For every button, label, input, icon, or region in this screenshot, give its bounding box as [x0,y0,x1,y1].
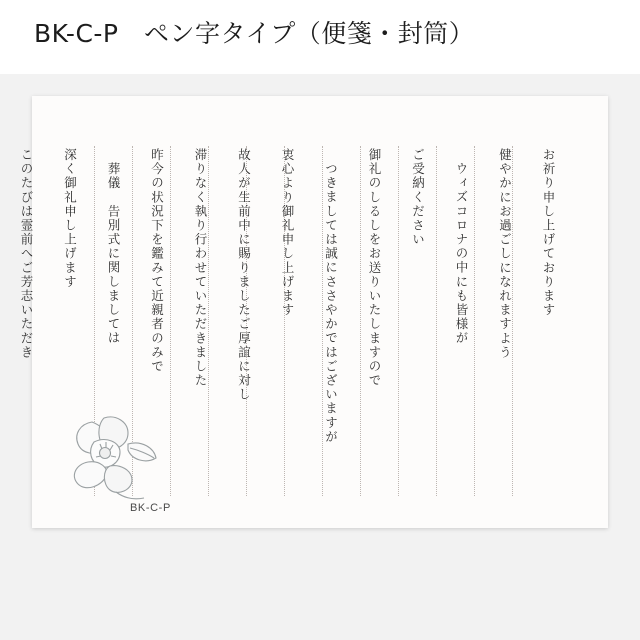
page-title: BK-C-P ペン字タイプ（便箋・封筒） [34,19,475,48]
letter-column: 故人が生前中に賜りましたご厚誼に対し [236,148,252,402]
card-code-label: BK-C-P [130,502,171,514]
letter-column: お祈り申し上げております [541,148,556,318]
camellia-flower-icon [58,404,166,510]
letter-column: このたびは霊前へご芳志いただき [19,148,34,360]
letter-column: 健やかにお過ごしになれますよう [497,148,513,360]
letter-column: 葬儀 告別式に関しましては [106,162,121,346]
letter-column: 深く御礼申し上げます [62,148,78,289]
letter-column: 昨今の状況下を鑑みて近親者のみで [149,148,165,374]
letter-column: 滞りなく執り行わせていただきました [193,148,208,388]
letter-column: ウィズコロナの中にも皆様が [454,162,469,346]
letter-column: つきましては誠にささやかではございますが [323,162,339,444]
letter-column: 御礼のしるしをお送りいたしますので [367,148,382,388]
letter-card [19,96,608,528]
letter-column: ご受納ください [410,148,426,247]
letter-column: 衷心より御礼申し上げます [280,148,295,318]
